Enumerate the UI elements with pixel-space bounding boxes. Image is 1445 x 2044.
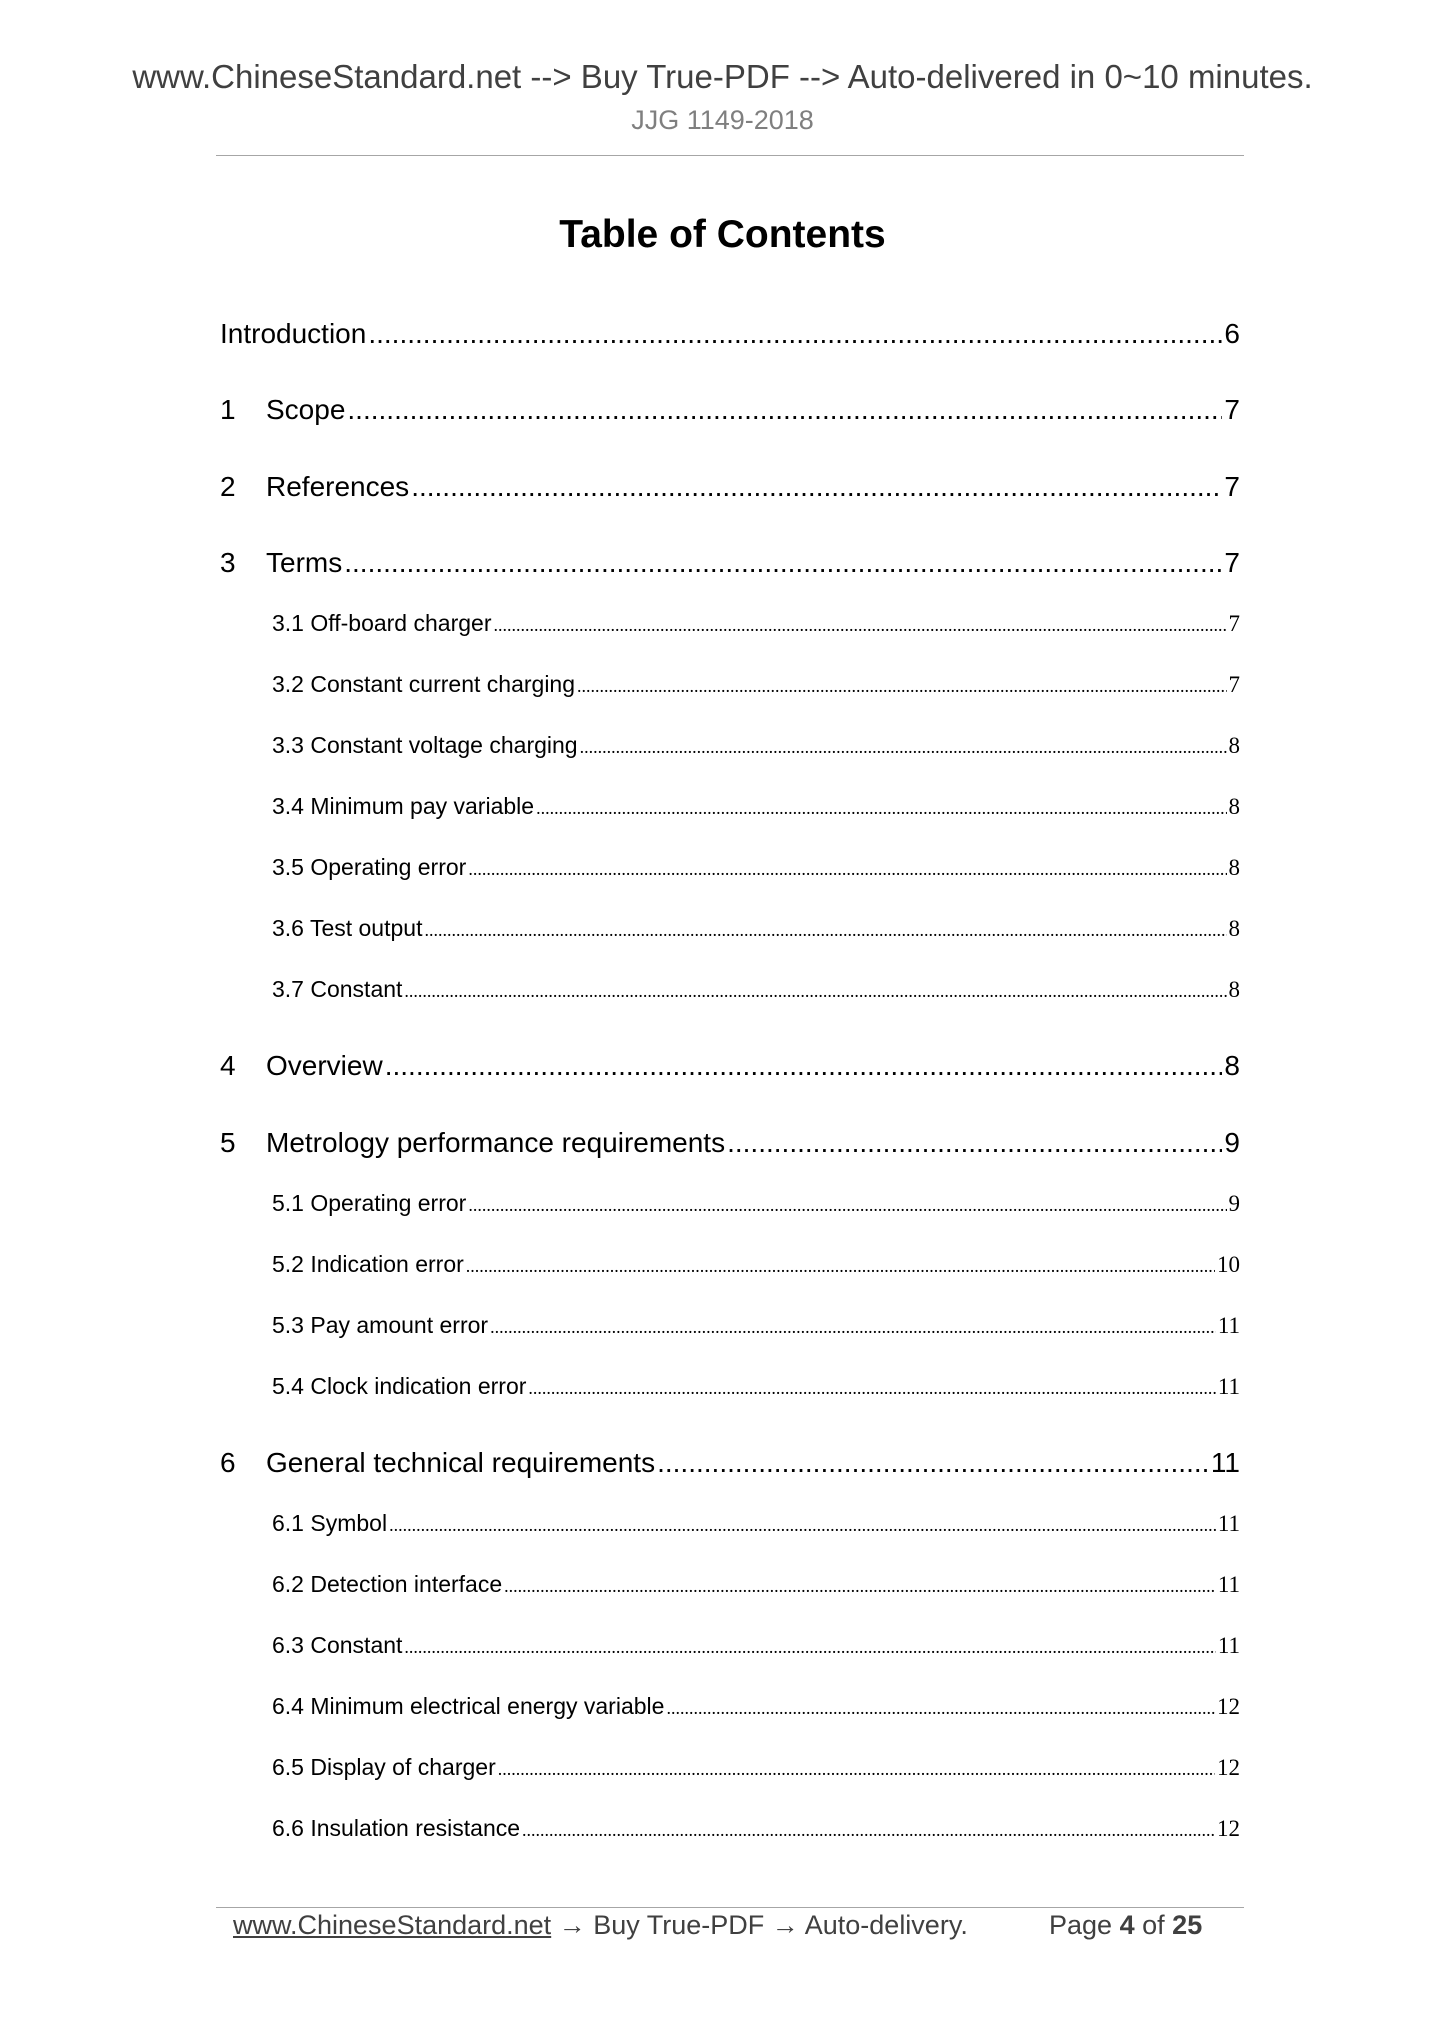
toc-entry-label: 3.6 Test output [272,915,423,941]
toc-entry-label: 6.4 Minimum electrical energy variable [272,1693,665,1719]
page-total: 25 [1172,1910,1203,1940]
toc-entry-label: 3.4 Minimum pay variable [272,793,535,819]
toc-entry[interactable] [220,1447,1240,1479]
toc-dot-leader [424,920,1226,941]
page-current: 4 [1119,1910,1135,1940]
toc-dot-leader [522,1820,1215,1841]
toc-entry-label: 6.6 Insulation resistance [272,1815,521,1841]
toc-entry[interactable] [220,610,1240,637]
toc-dot-leader [468,859,1226,880]
toc-entry[interactable] [220,547,1240,579]
toc-entry[interactable] [220,1190,1240,1217]
toc-dot-leader [466,1256,1215,1277]
toc-entry-number: 2 [220,471,236,502]
footer [233,1910,1233,1941]
toc-entry[interactable] [220,1510,1240,1537]
toc-entry-page: 11 [1217,1511,1240,1536]
footer-divider [216,1907,1244,1908]
toc-dot-leader [493,615,1226,636]
toc-entry[interactable] [220,1251,1240,1278]
toc-dot-leader [468,1195,1226,1216]
toc-entry-number: 4 [220,1050,236,1081]
toc-entry-label: Scope [266,394,346,425]
toc-entry-label: 6.2 Detection interface [272,1571,503,1597]
toc-entry-label: References [266,471,410,502]
footer-tagline: → Buy True-PDF → Auto-delivery. [551,1910,968,1940]
toc-entry-label: Metrology performance requirements [266,1127,726,1158]
toc-dot-leader [528,1378,1215,1399]
toc-entry[interactable] [220,854,1240,881]
toc-entry-page: 7 [1224,471,1240,502]
toc-entry-page: 12 [1217,1755,1240,1780]
toc-entry[interactable] [220,1632,1240,1659]
toc-entry-label: 6.5 Display of charger [272,1754,496,1780]
toc-dot-leader [368,318,1222,350]
toc-entry-page: 11 [1217,1572,1240,1597]
toc-entry-number: 3 [220,547,236,578]
toc-entry-page: 11 [1217,1633,1240,1658]
toc-entry-page: 8 [1228,733,1240,758]
toc-entry-page: 11 [1217,1374,1240,1399]
toc-entry-page: 11 [1210,1447,1240,1478]
toc-entry-page: 8 [1228,977,1240,1002]
toc-entry-page: 12 [1217,1816,1240,1841]
toc-dot-leader [577,676,1226,697]
toc-entry-page: 9 [1228,1191,1240,1216]
toc-entry-number: 1 [220,394,236,425]
toc-entry-page: 11 [1217,1313,1240,1338]
toc-entry[interactable] [220,1571,1240,1598]
toc-entry-label: Introduction [220,318,367,349]
toc-entry[interactable] [220,1815,1240,1842]
toc-entry[interactable] [220,394,1240,426]
toc-entry-label: Terms [266,547,343,578]
toc-dot-leader [727,1127,1222,1159]
header-banner: www.ChineseStandard.net --> Buy True-PDF --> Auto-delivered in 0~10 minutes. [132,58,1313,95]
toc-entry-page: 7 [1228,672,1240,697]
toc-entry-label: 3.2 Constant current charging [272,671,576,697]
toc-dot-leader [657,1447,1209,1479]
toc-entry[interactable] [220,1127,1240,1159]
page-word: Page [1049,1910,1113,1940]
toc-entry-page: 6 [1224,318,1240,349]
toc-entry-page: 7 [1224,547,1240,578]
toc-dot-leader [504,1576,1216,1597]
toc-entry[interactable] [220,671,1240,698]
toc-dot-leader [411,471,1222,503]
toc-dot-leader [580,737,1227,758]
toc-dot-leader [404,1637,1215,1658]
toc-entry[interactable] [220,976,1240,1003]
toc-dot-leader [536,798,1226,819]
page-indicator [1049,1910,1202,1941]
toc-entry-label: 3.7 Constant [272,976,403,1002]
toc-entry[interactable] [220,471,1240,503]
toc-entry-label: 5.4 Clock indication error [272,1373,527,1399]
toc-entry-page: 10 [1217,1252,1240,1277]
toc-dot-leader [385,1050,1223,1082]
toc-entry-label: 3.1 Off-board charger [272,610,492,636]
toc-entry-page: 8 [1224,1050,1240,1081]
toc-entry[interactable] [220,1050,1240,1082]
toc-entry-label: 3.5 Operating error [272,854,467,880]
toc-entry-page: 8 [1228,855,1240,880]
toc-entry-page: 8 [1228,916,1240,941]
toc-entry[interactable] [220,1693,1240,1720]
header-divider [216,155,1244,156]
toc-entry-page: 9 [1224,1127,1240,1158]
toc-entry-page: 7 [1224,394,1240,425]
toc-dot-leader [344,547,1222,579]
toc-entry-label: 6.3 Constant [272,1632,403,1658]
toc-entry-label: 3.3 Constant voltage charging [272,732,578,758]
footer-link[interactable]: www.ChineseStandard.net [233,1910,552,1940]
toc-entry[interactable] [220,1312,1240,1339]
toc-dot-leader [389,1515,1216,1536]
toc-entry-label: 6.1 Symbol [272,1510,388,1536]
toc-entry-page: 12 [1217,1694,1240,1719]
toc-dot-leader [666,1698,1215,1719]
toc-entry[interactable] [220,318,1240,350]
toc-dot-leader [490,1317,1216,1338]
of-word: of [1142,1910,1165,1940]
toc-entry[interactable] [220,1373,1240,1400]
toc-entry-page: 7 [1228,611,1240,636]
toc-entry-number: 5 [220,1127,236,1158]
toc-dot-leader [347,394,1222,426]
toc-entry-label: General technical requirements [266,1447,656,1478]
standard-code: JJG 1149-2018 [631,105,814,135]
toc-entry[interactable] [220,793,1240,820]
toc-entry[interactable] [220,915,1240,942]
toc-entry-label: Overview [266,1050,383,1081]
toc-dot-leader [404,981,1226,1002]
toc-entry-label: 5.3 Pay amount error [272,1312,489,1338]
page-title: Table of Contents [559,213,886,256]
toc-entry-page: 8 [1228,794,1240,819]
toc-entry-number: 6 [220,1447,236,1478]
toc-entry[interactable] [220,1754,1240,1781]
toc-entry-label: 5.1 Operating error [272,1190,467,1216]
toc-entry-label: 5.2 Indication error [272,1251,464,1277]
toc-dot-leader [498,1759,1215,1780]
toc-entry[interactable] [220,732,1240,759]
